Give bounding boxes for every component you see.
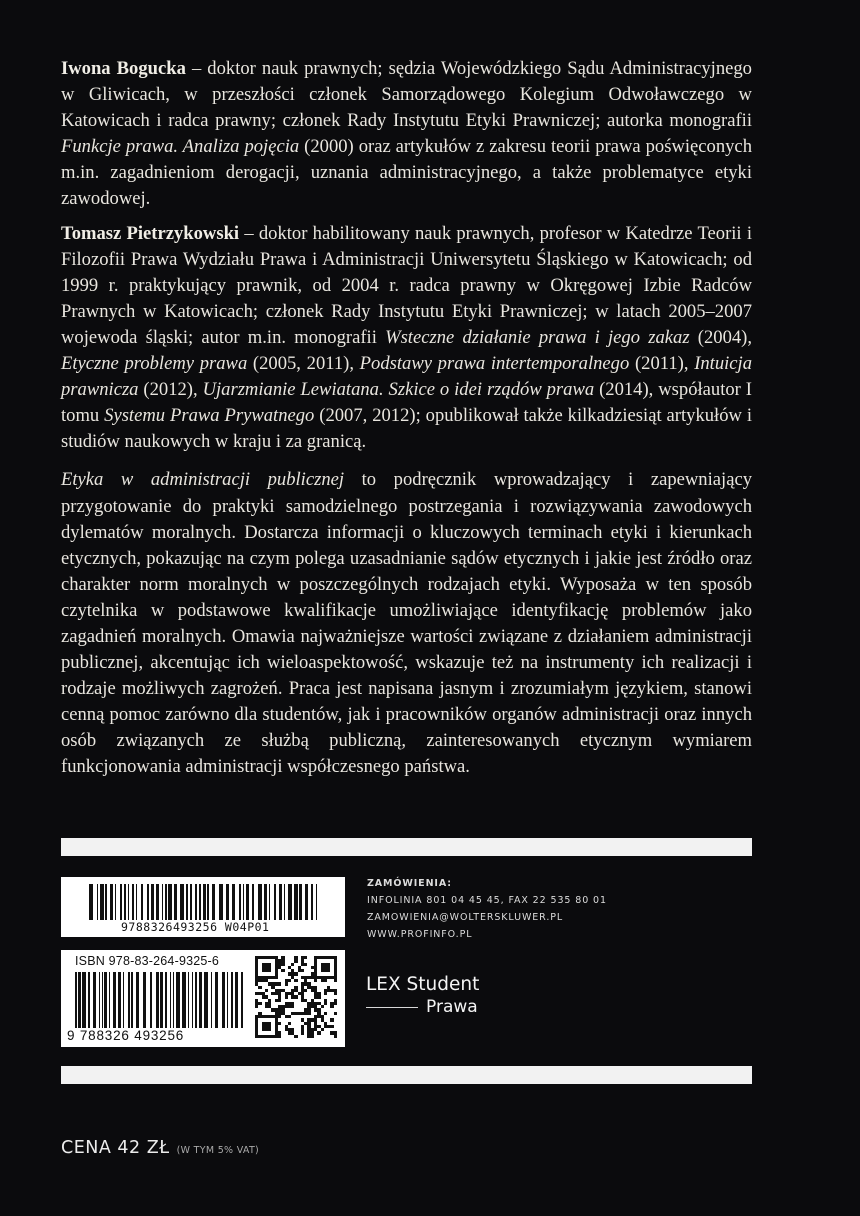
order-phone: INFOLINIA 801 04 45 45, FAX 22 535 80 01 bbox=[367, 895, 607, 906]
isbn-label: ISBN 978-83-264-9325-6 bbox=[75, 954, 220, 968]
series-logo bbox=[366, 974, 479, 1017]
series-subtitle: Prawa bbox=[426, 997, 478, 1017]
price-value: CENA 42 ZŁ bbox=[61, 1138, 170, 1158]
barcode-bars bbox=[75, 972, 243, 1028]
inventory-barcode bbox=[61, 877, 345, 937]
order-info bbox=[367, 875, 607, 943]
barcode-bars bbox=[89, 884, 319, 920]
qr-code-icon bbox=[255, 956, 337, 1038]
barcode-digits: 9788326493256 W04P01 bbox=[121, 920, 270, 934]
author-bio-bogucka: Iwona Bogucka – doktor nauk prawnych; sędzia Wojewódzkiego Sądu Administracyjnego w Gliwicach, w przeszłości członek Samorządowego Kolegium Odwoławczego w Katowicach i radca prawny; członek Rady Instytutu Etyki Prawniczej; autorka monografii Funkcje prawa. Analiza pojęcia (2000) oraz artykułów z zakresu teorii prawa poświęconych m.in. zagadnieniom derogacji, uznania administracyjnego, a także problematyce etyki zawodowej. bbox=[61, 58, 752, 210]
order-email: ZAMOWIENIA@WOLTERSKLUWER.PL bbox=[367, 912, 564, 923]
series-name: LEX Student bbox=[366, 974, 480, 995]
isbn-barcode bbox=[61, 950, 345, 1047]
price-vat-note: (W TYM 5% VAT) bbox=[176, 1145, 260, 1156]
barcode-bar bbox=[241, 972, 243, 1028]
price bbox=[61, 1138, 259, 1158]
back-cover-text bbox=[61, 56, 752, 781]
barcode-bar bbox=[317, 884, 319, 920]
book-title: Etyka w administracji publicznej bbox=[61, 469, 345, 491]
divider-bar-bottom bbox=[61, 1066, 752, 1084]
author-name: Iwona Bogucka bbox=[61, 58, 186, 79]
divider-bar-top bbox=[61, 838, 752, 856]
book-description: Etyka w administracji publicznej to podręcznik wprowadzający i zapewniający przygotowanie do praktyki samodzielnego postrzegania i rozwiązywania zawodowych dylematów moralnych. Dostarcza informacji o kluczowych terminach etyki i kierunkach etycznych, pokazując na czym polega uzasadnianie sądów etycznych i jakie jest źródło oraz charakter norm moralnych w poszczególnych rodzajach etyki. Wyposaża w ten sposób czytelnika w podstawowe kwalifikacje umożliwiające identyfikację problemów jako zagadnień moralnych. Omawia najważniejsze wartości związane z działaniem administracji publicznej, akcentując ich wieloaspektowość, wskazuje też na instrumenty ich realizacji i rodzaje możliwych zagrożeń. Praca jest napisana jasnym i zrozumiałym językiem, stanowi cenną pomoc zarówno dla studentów, jak i pracowników organów administracji oraz innych osób związanych ze służbą publiczną, zainteresowanych etycznym wymiarem funkcjonowania administracji współczesnego państwa. bbox=[61, 469, 752, 778]
order-heading: ZAMÓWIENIA: bbox=[367, 878, 452, 889]
barcode-digits: 9 788326 493256 bbox=[67, 1028, 185, 1043]
author-bio-pietrzykowski: Tomasz Pietrzykowski – doktor habilitowany nauk prawnych, profesor w Katedrze Teorii i Filozofii Prawa Wydziału Prawa i Administracji Uniwersytetu Śląskiego w Katowicach; od 1999 r. praktykujący prawnik, od 2004 r. radca prawny w Okręgowej Izbie Radców Prawnych w Katowicach; członek Rady Instytutu Etyki Prawniczej; w latach 2005–2007 wojewoda śląski; autor m.in. monografii Wsteczne działanie prawa i jego zakaz (2004), Etyczne problemy prawa (2005, 2011), Podstawy prawa intertemporalnego (2011), Intuicja prawnicza (2012), Ujarzmianie Lewiatana. Szkice o idei rządów prawa (2014), współautor I tomu Systemu Prawa Prywatnego (2007, 2012); opublikował także kilkadziesiąt artykułów i studiów naukowych w kraju i za granicą. bbox=[61, 222, 753, 453]
series-rule bbox=[366, 1007, 418, 1008]
author-name: Tomasz Pietrzykowski bbox=[61, 222, 240, 244]
order-website: WWW.PROFINFO.PL bbox=[367, 929, 473, 940]
